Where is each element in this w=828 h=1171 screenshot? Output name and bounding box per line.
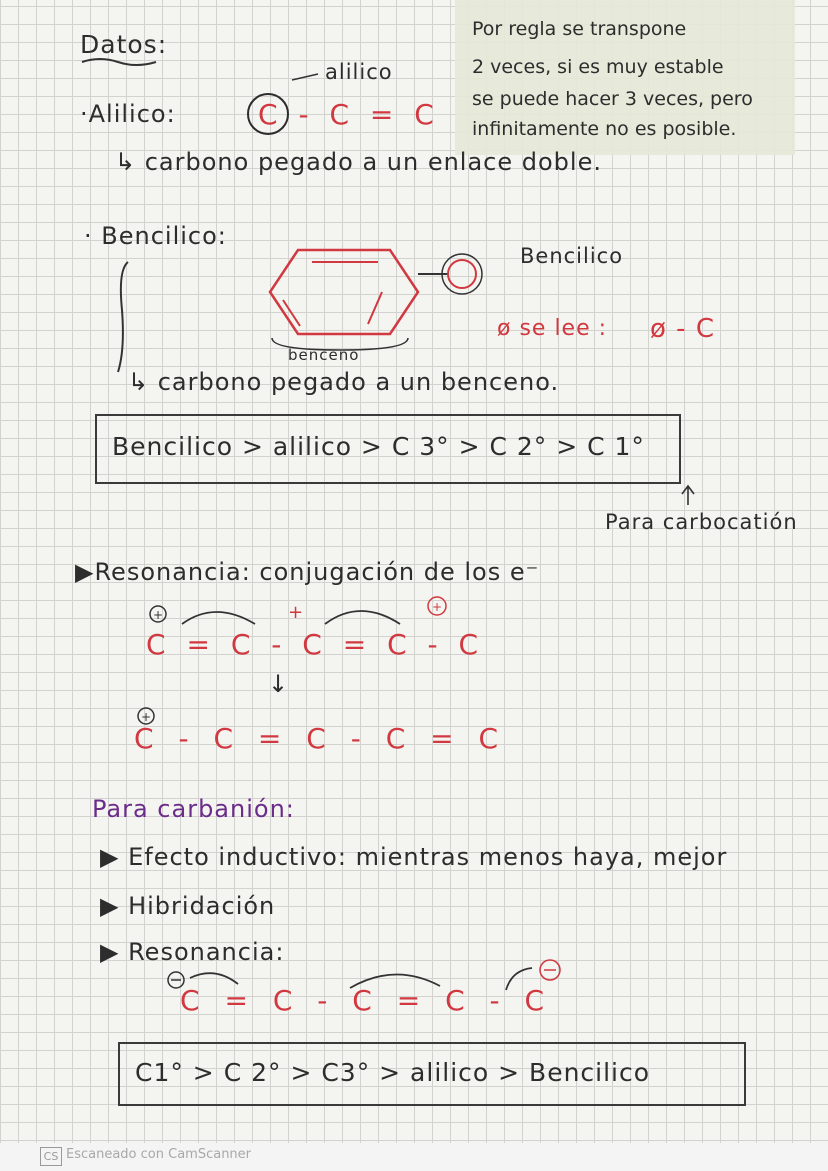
arrow-down-icon: ↓ xyxy=(268,670,290,698)
carbocation-note: Para carbocatión xyxy=(605,510,798,534)
benzene-label: benceno xyxy=(288,346,360,364)
alilico-annotation: alilico xyxy=(325,60,393,84)
alilico-formula: C - C = C xyxy=(258,98,440,131)
resonancia-title: ▶Resonancia: conjugación de los e⁻ xyxy=(75,558,540,586)
note-line-4: infinitamente no es posible. xyxy=(472,118,737,140)
carbanion-arrow-2 xyxy=(350,974,440,988)
carbanion-arrow-3 xyxy=(506,968,532,990)
bencilico-description: ↳ carbono pegado a un benceno. xyxy=(128,368,560,396)
resonance-chain-1: C = C - C = C - C xyxy=(146,628,485,661)
carbocation-arrow-icon xyxy=(682,486,694,505)
note-line-2: 2 veces, si es muy estable xyxy=(472,56,724,78)
note-line-1: Por regla se transpone xyxy=(472,18,687,40)
benzylic-carbon-circle xyxy=(448,260,476,288)
carbanion-item-3: ▶ Resonancia: xyxy=(100,938,285,966)
carbanion-title: Para carbanión: xyxy=(92,795,295,823)
bencilico-label: · Bencilico: xyxy=(84,222,227,250)
reads-as-formula: ø - C xyxy=(650,314,715,344)
benzene-double-bond-3 xyxy=(368,292,382,324)
heading-underline xyxy=(82,59,156,65)
svg-text:+: + xyxy=(432,600,443,614)
note-line-3: se puede hacer 3 veces, pero xyxy=(472,88,753,110)
alilico-pointer xyxy=(292,74,318,80)
resonance-arrow-2 xyxy=(325,611,400,624)
carbocation-order-text: Bencilico > alilico > C 3° > C 2° > C 1° xyxy=(112,432,645,461)
page-heading: Datos: xyxy=(80,30,168,59)
svg-text:+: + xyxy=(141,710,152,724)
carbanion-chain: C = C - C = C - C xyxy=(180,984,553,1017)
alilico-description: ↳ carbono pegado a un enlace doble. xyxy=(115,148,602,176)
bencilico-annotation: Bencilico xyxy=(520,244,624,268)
svg-text:+: + xyxy=(153,608,164,622)
alilico-label: ·Alilico: xyxy=(80,100,176,128)
resonance-arrow-1 xyxy=(182,612,255,624)
resonance-chain-2: C - C = C - C = C xyxy=(134,722,507,755)
camscanner-logo: CS xyxy=(40,1147,62,1166)
alilic-carbon-circle xyxy=(248,94,288,134)
carbanion-item-1: ▶ Efecto inductivo: mientras menos haya, mejor xyxy=(100,843,728,871)
carbanion-arrow-1 xyxy=(190,973,238,984)
bencilico-bracket xyxy=(118,262,128,372)
benzene-brace xyxy=(272,338,408,350)
plus-sign: + xyxy=(288,602,305,623)
carbanion-order-text: C1° > C 2° > C3° > alilico > Bencilico xyxy=(135,1058,651,1087)
reads-as-label: ø se lee : xyxy=(497,316,608,341)
carbanion-item-2: ▶ Hibridación xyxy=(100,892,276,920)
camscanner-text: Escaneado con CamScanner xyxy=(66,1147,252,1162)
